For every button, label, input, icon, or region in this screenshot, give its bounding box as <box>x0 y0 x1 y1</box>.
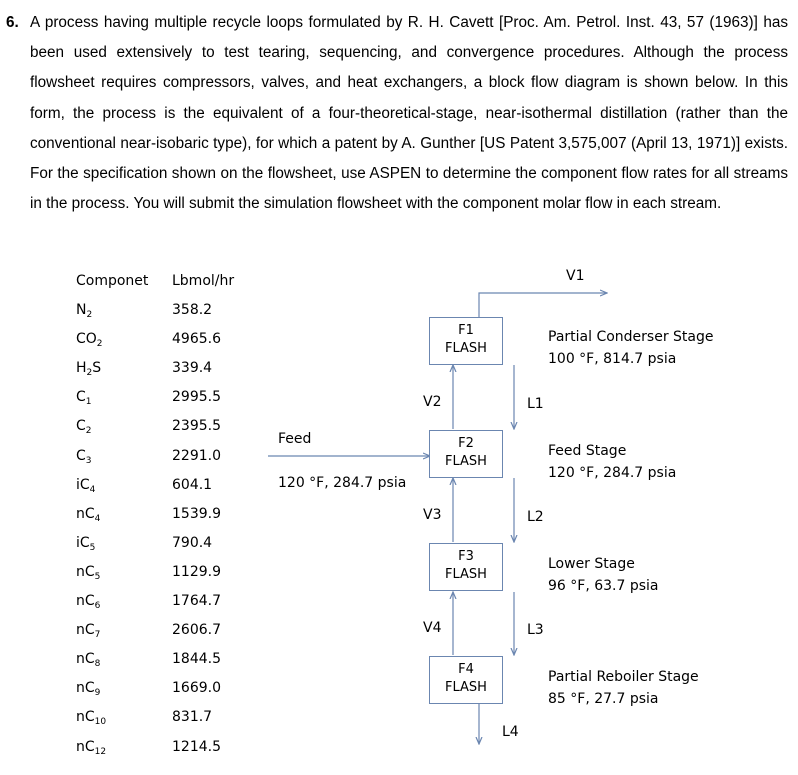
component-name: $nC_4$ <box>76 506 101 524</box>
component-name: $iC_4$ <box>76 477 96 495</box>
stage-label-f4: Partial Reboiler Stage <box>548 669 699 685</box>
unit-type: FLASH <box>445 341 487 356</box>
stage-label-f3: Lower Stage <box>548 556 635 572</box>
component-name: $C_2$ <box>76 418 92 436</box>
flash-unit-f3 <box>429 543 503 591</box>
flash-unit-f1 <box>429 317 503 365</box>
stream-v1-line <box>479 293 607 317</box>
component-flow: 1844.5 <box>172 651 221 667</box>
stage-condition-f4: 85 °F, 27.7 psia <box>548 691 659 707</box>
component-flow: 339.4 <box>172 360 213 376</box>
flash-unit-f2 <box>429 430 503 478</box>
component-name: $nC_9$ <box>76 680 101 698</box>
stage-condition-f1: 100 °F, 814.7 psia <box>548 351 677 367</box>
stream-label-v3: V3 <box>423 507 442 523</box>
component-name: $nC_7$ <box>76 622 101 640</box>
component-flow: 4965.6 <box>172 331 221 347</box>
stream-label-l2: L2 <box>527 509 544 525</box>
component-flow: 358.2 <box>172 302 213 318</box>
unit-name: F1 <box>458 323 474 338</box>
component-flow: 2395.5 <box>172 418 221 434</box>
component-flow: 1764.7 <box>172 593 221 609</box>
component-flow: 831.7 <box>172 709 213 725</box>
component-name: $H_2S$ <box>76 360 102 378</box>
stage-label-f2: Feed Stage <box>548 443 627 459</box>
problem-number: 6. <box>6 14 19 31</box>
component-name: $iC_5$ <box>76 535 96 553</box>
stream-label-l3: L3 <box>527 622 544 638</box>
component-name: $nC_{12}$ <box>76 739 107 757</box>
feed-label: Feed <box>278 431 312 447</box>
table-header-component: Componet <box>76 273 149 289</box>
component-name: $nC_5$ <box>76 564 101 582</box>
component-name: $nC_{10}$ <box>76 709 107 727</box>
component-name: $C_3$ <box>76 448 92 466</box>
component-flow: 604.1 <box>172 477 213 493</box>
component-name: $N_2$ <box>76 302 93 320</box>
stage-condition-f2: 120 °F, 284.7 psia <box>548 465 677 481</box>
feed-condition: 120 °F, 284.7 psia <box>278 475 407 491</box>
component-name: $nC_6$ <box>76 593 101 611</box>
component-flow: 2291.0 <box>172 448 221 464</box>
stream-label-v2: V2 <box>423 394 442 410</box>
component-name: $C_1$ <box>76 389 92 407</box>
flash-unit-f4 <box>429 656 503 704</box>
stage-condition-f3: 96 °F, 63.7 psia <box>548 578 659 594</box>
table-header-flow: Lbmol/hr <box>172 273 235 289</box>
component-flow: 790.4 <box>172 535 213 551</box>
stream-label-l4: L4 <box>502 724 519 740</box>
unit-type: FLASH <box>445 680 487 695</box>
unit-name: F4 <box>458 662 474 677</box>
component-name: $CO_2$ <box>76 331 103 349</box>
stream-label-v1: V1 <box>566 268 585 284</box>
component-flow: 1214.5 <box>172 739 221 755</box>
unit-name: F3 <box>458 549 474 564</box>
problem-text: A process having multiple recycle loops formulated by R. H. Cavett [Proc. Am. Petrol. Inst. 43, 57 (1963)] has been used extensively to test tearing, sequencing, and convergence procedures. Although the process flowsheet requires compressors, valves, and heat exchangers, a block flow diagram is shown below. In this form, the process is the equivalent of a four-theoretical-stage, near-isothermal distillation (rather than the conventional near-isobaric type), for which a patent by A. Gunther [US Patent 3,575,007 (April 13, 1971)] exists. For the specification shown on the flowsheet, use ASPEN to determine the component flow rates for all streams in the process. You will submit the simulation flowsheet with the component molar flow in each stream. <box>30 14 788 213</box>
stream-label-v4: V4 <box>423 620 442 636</box>
component-name: $nC_8$ <box>76 651 101 669</box>
component-flow: 1669.0 <box>172 680 221 696</box>
component-flow: 1539.9 <box>172 506 221 522</box>
component-flow: 2606.7 <box>172 622 221 638</box>
stage-label-f1: Partial Conderser Stage <box>548 329 714 345</box>
component-flow: 2995.5 <box>172 389 221 405</box>
component-flow: 1129.9 <box>172 564 221 580</box>
unit-type: FLASH <box>445 567 487 582</box>
stream-label-l1: L1 <box>527 396 544 412</box>
unit-name: F2 <box>458 436 474 451</box>
unit-type: FLASH <box>445 454 487 469</box>
